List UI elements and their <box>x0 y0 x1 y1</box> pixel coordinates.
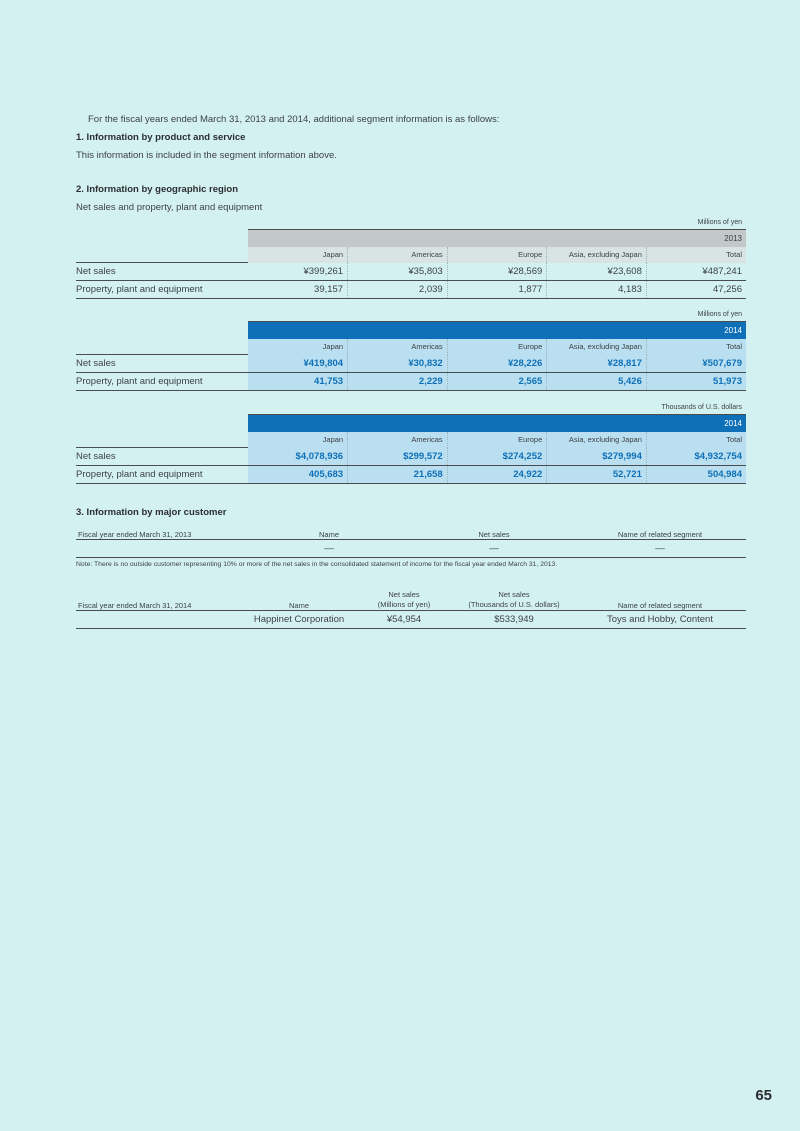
table-cell: 2,565 <box>447 373 547 391</box>
col-header: Fiscal year ended March 31, 2014 <box>76 590 244 611</box>
table-cell: 47,256 <box>646 281 746 299</box>
table-cell: ¥28,569 <box>447 263 547 281</box>
table-cell: — <box>574 540 746 558</box>
table-cell: $533,949 <box>454 611 574 629</box>
col-header: Net sales (Millions of yen) <box>354 590 454 611</box>
table-cell: ¥35,803 <box>348 263 448 281</box>
col-header: Net sales (Thousands of U.S. dollars) <box>454 590 574 611</box>
col-header: Japan <box>248 432 348 448</box>
table-cell: 5,426 <box>547 373 647 391</box>
table-unit: Thousands of U.S. dollars <box>661 404 742 411</box>
table-cell: 51,973 <box>646 373 746 391</box>
table-cell: ¥28,817 <box>547 355 647 373</box>
table-cell: 4,183 <box>547 281 647 299</box>
year-header: 2014 <box>248 415 746 433</box>
year-header: 2013 <box>248 230 746 248</box>
col-header: Americas <box>348 339 448 355</box>
section1-text: This information is included in the segment information above. <box>76 150 337 161</box>
section2-heading: 2. Information by geographic region <box>76 184 239 195</box>
col-header: Total <box>646 339 746 355</box>
table-cell: 1,877 <box>447 281 547 299</box>
row-label: Property, plant and equipment <box>76 281 248 299</box>
table-cell <box>76 611 244 629</box>
table-cell: ¥419,804 <box>248 355 348 373</box>
col-header: Americas <box>348 432 448 448</box>
row-label: Property, plant and equipment <box>76 373 248 391</box>
col-header: Net sales <box>414 525 574 540</box>
intro-text: For the fiscal years ended March 31, 2013 and 2014, additional segment information is as follows: <box>88 114 500 125</box>
col-header: Total <box>646 247 746 263</box>
section3-heading: 3. Information by major customer <box>76 507 227 518</box>
customer-table-2014 <box>76 590 746 629</box>
geo-table-2014-usd <box>76 414 746 484</box>
geo-table-2013-yen <box>76 229 746 299</box>
table-cell: 21,658 <box>348 466 448 484</box>
col-header: Name <box>244 590 354 611</box>
table-cell: Happinet Corporation <box>244 611 354 629</box>
table-cell: ¥28,226 <box>447 355 547 373</box>
col-header: Fiscal year ended March 31, 2013 <box>76 525 244 540</box>
row-label: Property, plant and equipment <box>76 466 248 484</box>
row-label: Net sales <box>76 448 248 466</box>
table-cell: 2,229 <box>348 373 448 391</box>
col-header: Europe <box>447 247 547 263</box>
table-cell: 41,753 <box>248 373 348 391</box>
row-label: Net sales <box>76 355 248 373</box>
col-header: Name <box>244 525 414 540</box>
table-cell: $274,252 <box>447 448 547 466</box>
table-cell: 405,683 <box>248 466 348 484</box>
col-header: Asia, excluding Japan <box>547 432 647 448</box>
col-header: Asia, excluding Japan <box>547 247 647 263</box>
col-header: Total <box>646 432 746 448</box>
col-header: Asia, excluding Japan <box>547 339 647 355</box>
table-cell: ¥30,832 <box>348 355 448 373</box>
table-cell: 2,039 <box>348 281 448 299</box>
table-cell: ¥507,679 <box>646 355 746 373</box>
col-header: Americas <box>348 247 448 263</box>
table-unit: Millions of yen <box>697 219 742 226</box>
table-cell: ¥54,954 <box>354 611 454 629</box>
table-cell <box>76 540 244 558</box>
table-cell: 52,721 <box>547 466 647 484</box>
table-cell: $279,994 <box>547 448 647 466</box>
page-number: 65 <box>755 1087 772 1104</box>
col-header: Japan <box>248 247 348 263</box>
table-cell: ¥23,608 <box>547 263 647 281</box>
table-cell: Toys and Hobby, Content <box>574 611 746 629</box>
table-cell: ¥487,241 <box>646 263 746 281</box>
table-cell: ¥399,261 <box>248 263 348 281</box>
table-cell: — <box>414 540 574 558</box>
table-cell: — <box>244 540 414 558</box>
table-cell: 504,984 <box>646 466 746 484</box>
geo-table-2014-yen <box>76 321 746 391</box>
col-header: Name of related segment <box>574 590 746 611</box>
customer-table-2013 <box>76 525 746 558</box>
col-header: Name of related segment <box>574 525 746 540</box>
year-header: 2014 <box>248 322 746 340</box>
table-unit: Millions of yen <box>697 311 742 318</box>
section1-heading: 1. Information by product and service <box>76 132 246 143</box>
table-cell: $4,932,754 <box>646 448 746 466</box>
table-cell: $299,572 <box>348 448 448 466</box>
table-cell: 39,157 <box>248 281 348 299</box>
footnote: Note: There is no outside customer representing 10% or more of the net sales in the consolidated statement of income for the fiscal year ended March 31, 2013. <box>76 561 558 568</box>
table-cell: $4,078,936 <box>248 448 348 466</box>
col-header: Europe <box>447 339 547 355</box>
section2-subheading: Net sales and property, plant and equipment <box>76 202 263 213</box>
col-header: Japan <box>248 339 348 355</box>
col-header: Europe <box>447 432 547 448</box>
row-label: Net sales <box>76 263 248 281</box>
table-cell: 24,922 <box>447 466 547 484</box>
